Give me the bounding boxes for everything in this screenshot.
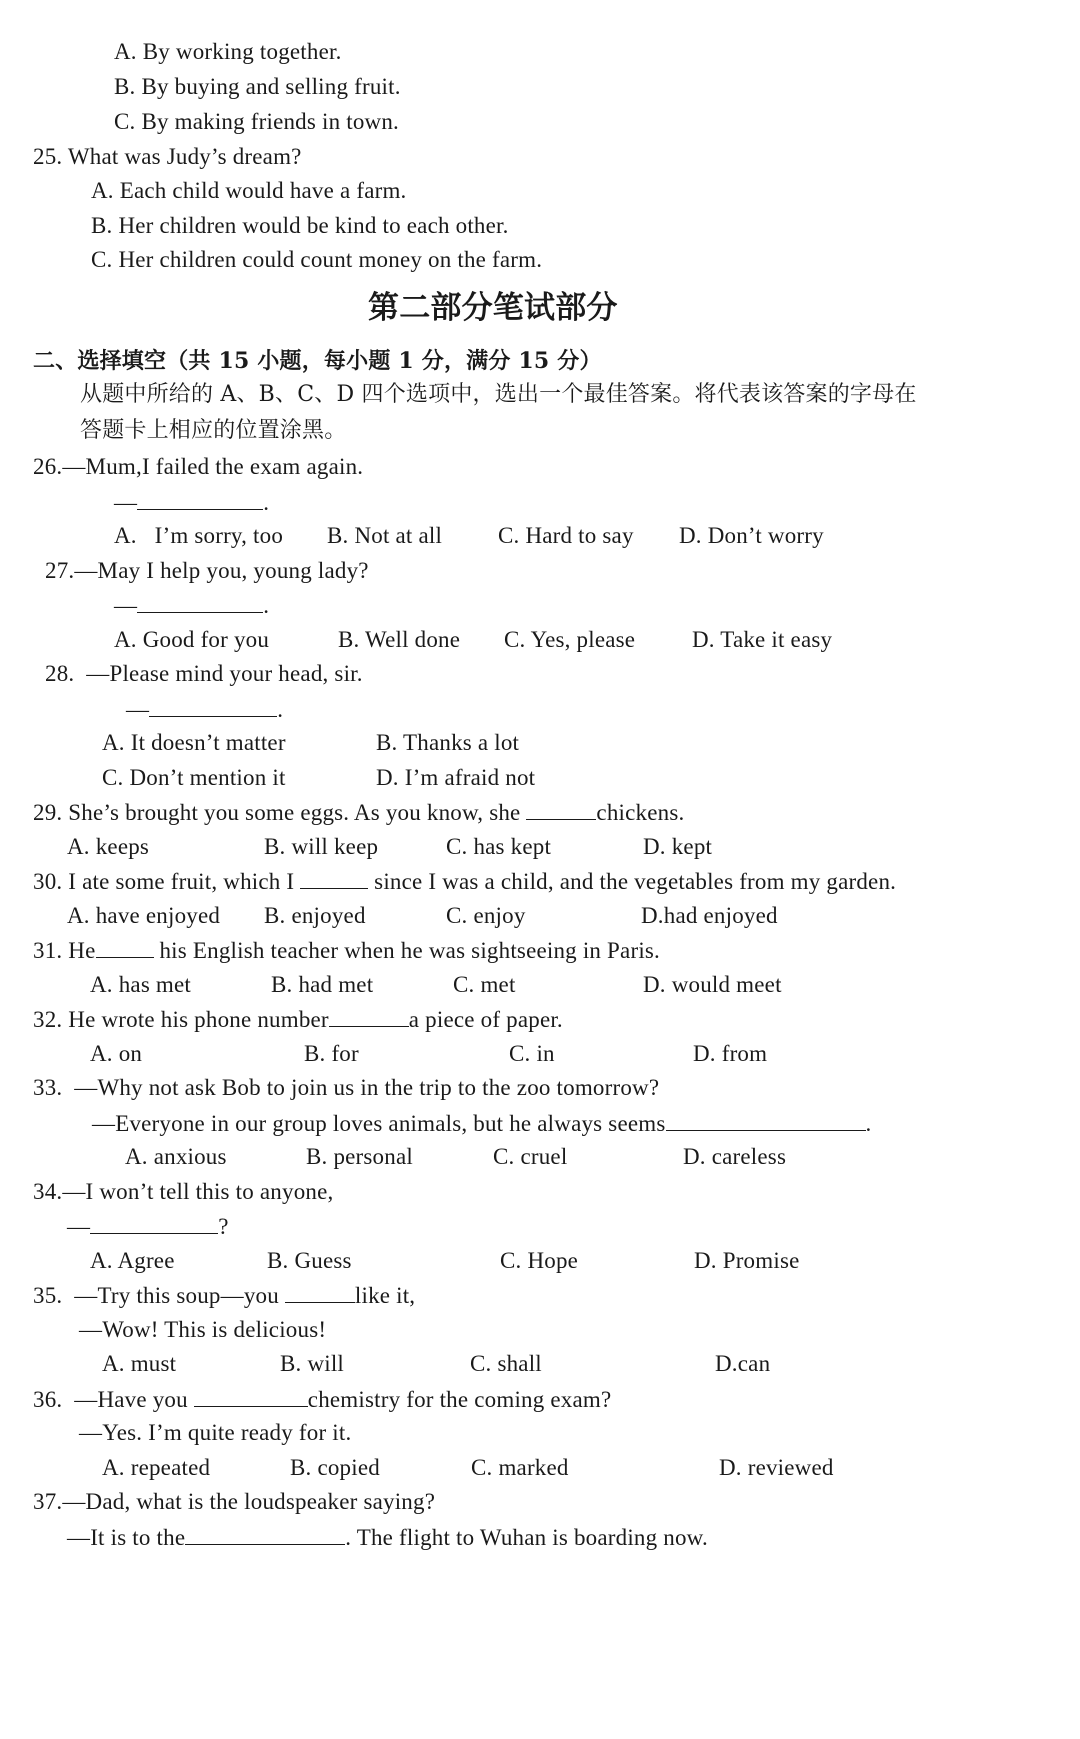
q30-option-a: A. have enjoyed — [67, 903, 221, 928]
q31-option-c: C. met — [453, 972, 516, 997]
answer-blank — [285, 1283, 355, 1303]
q36-option-a: A. repeated — [102, 1455, 211, 1480]
q24-option-c: C. By making friends in town. — [114, 109, 399, 134]
q26-option-b: B. Not at all — [327, 523, 443, 548]
q34-option-a: A. Agree — [90, 1248, 175, 1273]
q33-stem: 33. —Why not ask Bob to join us in the trip to the zoo tomorrow? — [33, 1075, 660, 1100]
q32-option-b: B. for — [304, 1041, 359, 1066]
answer-blank — [666, 1111, 866, 1131]
q30-option-b: B. enjoyed — [264, 903, 366, 928]
answer-blank — [526, 800, 596, 820]
q27-option-d: D. Take it easy — [692, 627, 833, 652]
q34-option-c: C. Hope — [500, 1248, 579, 1273]
dash: — — [67, 1214, 91, 1239]
q37-stem: 37.—Dad, what is the loudspeaker saying? — [33, 1489, 436, 1514]
q33-option-c: C. cruel — [493, 1144, 568, 1169]
q33-line2: —Everyone in our group loves animals, but he always seems . — [92, 1111, 872, 1136]
q31-option-a: A. has met — [90, 972, 192, 997]
q34-answer-line: — ? — [67, 1214, 229, 1239]
q25-option-b: B. Her children would be kind to each other. — [91, 213, 509, 238]
part2-title: 第二部分笔试部分 — [368, 290, 618, 326]
q25-option-c: C. Her children could count money on the farm. — [91, 247, 543, 272]
q28-option-d: D. I’m afraid not — [376, 765, 536, 790]
answer-blank — [300, 869, 368, 889]
answer-blank — [137, 593, 263, 613]
q26-option-d: D. Don’t worry — [679, 523, 824, 548]
answer-blank — [329, 1007, 409, 1027]
answer-blank — [137, 490, 263, 510]
q28-stem: 28. —Please mind your head, sir. — [45, 661, 363, 686]
dash: — — [114, 490, 138, 515]
q28-answer-line: — . — [126, 697, 284, 722]
q36-option-d: D. reviewed — [719, 1455, 834, 1480]
q33-option-b: B. personal — [306, 1144, 413, 1169]
q27-option-c: C. Yes, please — [504, 627, 636, 652]
q35-option-d: D.can — [715, 1351, 771, 1376]
q36-option-b: B. copied — [290, 1455, 380, 1480]
q31-option-b: B. had met — [271, 972, 374, 997]
q29-option-b: B. will keep — [264, 834, 379, 859]
q33-option-a: A. anxious — [125, 1144, 227, 1169]
q27-option-b: B. Well done — [338, 627, 461, 652]
q35-option-c: C. shall — [470, 1351, 542, 1376]
section2-heading: 二、选择填空（共 15 小题，每小题 1 分，满分 15 分） — [33, 348, 602, 374]
q35-option-a: A. must — [102, 1351, 177, 1376]
dash: — — [114, 593, 138, 618]
q27-answer-line: — . — [114, 593, 270, 618]
q26-answer-line: — . — [114, 490, 270, 515]
q36-stem: 36. —Have you chemistry for the coming exam? — [33, 1387, 612, 1412]
q24-option-a: A. By working together. — [114, 39, 342, 64]
q28-option-a: A. It doesn’t matter — [102, 730, 286, 755]
answer-blank — [149, 697, 277, 717]
q25-option-a: A. Each child would have a farm. — [91, 178, 407, 203]
q26-stem: 26.—Mum,I failed the exam again. — [33, 454, 364, 479]
q26-option-c: C. Hard to say — [498, 523, 634, 548]
q36-line2: —Yes. I’m quite ready for it. — [79, 1420, 352, 1445]
q35-stem: 35. —Try this soup—you like it, — [33, 1283, 416, 1308]
q30-stem: 30. I ate some fruit, which I since I was a child, and the vegetables from my garden. — [33, 869, 897, 894]
q29-option-c: C. has kept — [446, 834, 552, 859]
section2-instruction-1: 从题中所给的 A、B、C、D 四个选项中，选出一个最佳答案。将代表该答案的字母在 — [80, 382, 917, 407]
q33-option-d: D. careless — [683, 1144, 787, 1169]
q34-stem: 34.—I won’t tell this to anyone, — [33, 1179, 334, 1204]
q30-option-d: D.had enjoyed — [641, 903, 778, 928]
q26-option-a: A. I’m sorry, too — [114, 523, 284, 548]
q28-option-b: B. Thanks a lot — [376, 730, 520, 755]
q29-stem: 29. She’s brought you some eggs. As you know, she chickens. — [33, 800, 685, 825]
q31-option-d: D. would meet — [643, 972, 782, 997]
answer-blank — [194, 1387, 308, 1407]
section2-instruction-2: 答题卡上相应的位置涂黑。 — [80, 418, 347, 443]
q24-option-b: B. By buying and selling fruit. — [114, 74, 401, 99]
answer-blank — [90, 1214, 218, 1234]
q27-stem: 27.—May I help you, young lady? — [45, 558, 369, 583]
q32-option-d: D. from — [693, 1041, 768, 1066]
q30-option-c: C. enjoy — [446, 903, 526, 928]
dash: — — [126, 697, 150, 722]
q34-option-b: B. Guess — [267, 1248, 352, 1273]
q32-stem: 32. He wrote his phone number a piece of paper. — [33, 1007, 563, 1032]
q29-option-a: A. keeps — [67, 834, 150, 859]
q25-stem: 25. What was Judy’s dream? — [33, 144, 302, 169]
q34-option-d: D. Promise — [694, 1248, 800, 1273]
q28-option-c: C. Don’t mention it — [102, 765, 286, 790]
answer-blank — [185, 1525, 345, 1545]
q37-line2: —It is to the . The flight to Wuhan is boarding now. — [67, 1525, 708, 1550]
q35-option-b: B. will — [280, 1351, 345, 1376]
q31-stem: 31. He his English teacher when he was sightseeing in Paris. — [33, 938, 661, 963]
q27-option-a: A. Good for you — [114, 627, 270, 652]
answer-blank — [96, 938, 154, 958]
q32-option-c: C. in — [509, 1041, 555, 1066]
q29-option-d: D. kept — [643, 834, 713, 859]
q36-option-c: C. marked — [471, 1455, 569, 1480]
q35-line2: —Wow! This is delicious! — [79, 1317, 327, 1342]
q32-option-a: A. on — [90, 1041, 143, 1066]
